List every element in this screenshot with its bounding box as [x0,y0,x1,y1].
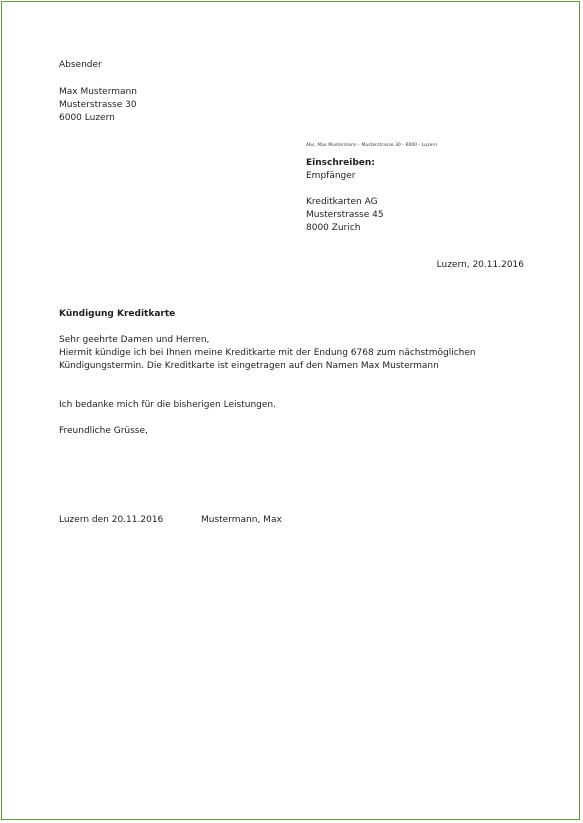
body-line-2: Kündigungstermin. Die Kreditkarte ist eingetragen auf den Namen Max Mustermann [59,361,439,371]
sender-label: Absender [59,60,102,70]
delivery-type: Einschreiben: [306,158,375,168]
thanks-line: Ich bedanke mich für die bisherigen Leistungen. [59,400,276,410]
recipient-street: Musterstrasse 45 [306,210,384,220]
signature-name: Mustermann, Max [201,515,282,525]
place-date: Luzern, 20.11.2016 [436,260,524,270]
footer-place-date: Luzern den 20.11.2016 [59,515,164,525]
closing-line: Freundliche Grüsse, [59,426,148,436]
sender-name: Max Mustermann [59,87,137,97]
recipient-name: Kreditkarten AG [306,197,378,207]
sender-street: Musterstrasse 30 [59,100,137,110]
letter-page [1,1,580,820]
salutation: Sehr geehrte Damen und Herren, [59,335,210,345]
return-address-line: Abs. Max Mustermann - Musterstrasse 30 - 6000 - Luzern [306,143,438,148]
sender-city: 6000 Luzern [59,113,115,123]
recipient-label: Empfänger [306,171,356,181]
subject-line: Kündigung Kreditkarte [59,309,176,319]
body-line-1: Hiermit kündige ich bei Ihnen meine Kreditkarte mit der Endung 6768 zum nächstmöglichen [59,348,476,358]
recipient-city: 8000 Zurich [306,223,361,233]
